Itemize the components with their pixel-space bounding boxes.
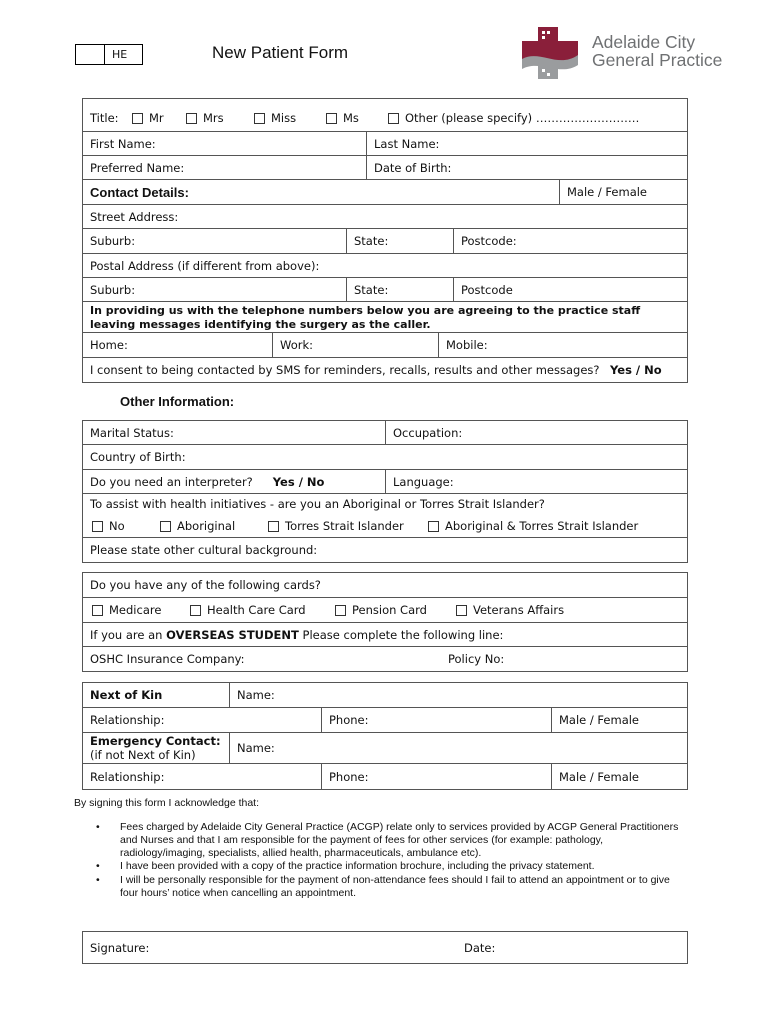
contact-details-heading: Contact Details: [90, 184, 189, 200]
interpreter-row [83, 470, 687, 494]
atsi-option-tsi[interactable]: Torres Strait Islander [268, 516, 404, 536]
form-code: HE [112, 48, 128, 61]
language-field[interactable]: Language: [385, 470, 689, 493]
mobile-phone-field[interactable]: Mobile: [438, 333, 689, 357]
logo-line-2: General Practice [592, 50, 723, 70]
acknowledge-bullet-2: • I have been provided with a copy of the practice information brochure, including the privacy statement. [96, 860, 595, 872]
policy-number-field[interactable]: Policy No: [448, 652, 505, 666]
title-option-mrs[interactable]: Mrs [186, 99, 224, 131]
suburb-field[interactable]: Suburb: [90, 234, 136, 248]
street-address-field[interactable]: Street Address: [90, 209, 179, 224]
checkbox-icon [92, 605, 103, 616]
kin-name-field[interactable]: Name: [229, 683, 689, 707]
date-field[interactable]: Date: [464, 940, 496, 955]
acknowledge-bullet-1: • Fees charged by Adelaide City General Practice (ACGP) relate only to services provided by ACGP General Practitioners and Nurses and that I am responsible for the payment of fees for other services (for example: pathology, radiology/imaging, specialists, allied health, pharmaceuticals, ambulance etc). [96, 821, 679, 859]
title-option-mr[interactable]: Mr [132, 99, 164, 131]
title-option-ms[interactable]: Ms [326, 99, 359, 131]
title-option-other[interactable]: Other (please specify) ……………………… [388, 99, 639, 131]
kin-phone-field[interactable]: Phone: [321, 708, 551, 732]
checkbox-icon [456, 605, 467, 616]
title-label: Title: [90, 111, 119, 125]
postal-address-field[interactable]: Postal Address (if different from above): [90, 258, 320, 273]
occupation-field[interactable]: Occupation: [385, 421, 689, 444]
atsi-question: To assist with health initiatives - are you an Aboriginal or Torres Strait Islander? [90, 497, 545, 511]
atsi-option-aboriginal[interactable]: Aboriginal [160, 516, 235, 536]
atsi-option-no[interactable]: No [92, 516, 125, 536]
kin-name-row [83, 683, 687, 708]
phone-notice: In providing us with the telephone numbers below you are agreeing to the practice staff leaving messages identifying the surgery as the caller. [90, 304, 641, 331]
checkbox-icon [92, 521, 103, 532]
card-option-health-care[interactable]: Health Care Card [190, 598, 306, 622]
home-phone-field[interactable]: Home: [90, 338, 128, 352]
form-title: New Patient Form [212, 43, 349, 62]
logo-line-1: Adelaide City [592, 32, 696, 52]
dob-field[interactable]: Date of Birth: [366, 156, 689, 179]
personal-details-table [82, 98, 688, 383]
marital-status-field[interactable]: Marital Status: [90, 425, 174, 440]
marital-row [83, 421, 687, 445]
checkbox-icon [254, 113, 265, 124]
signature-field[interactable]: Signature: [90, 940, 150, 955]
street-row [83, 205, 687, 229]
overseas-student-instruction: If you are an OVERSEAS STUDENT Please complete the following line: [90, 627, 504, 642]
sms-row [83, 358, 687, 382]
emergency-phone-field[interactable]: Phone: [321, 764, 551, 789]
oshc-row [83, 647, 687, 671]
form-code-divider [104, 45, 105, 64]
bullet-icon: • [96, 821, 100, 833]
title-option-miss[interactable]: Miss [254, 99, 296, 131]
cards-question-row [83, 573, 687, 598]
postal-state-field[interactable]: State: [346, 278, 453, 301]
sms-consent-answer[interactable]: Yes / No [610, 363, 662, 377]
cards-question: Do you have any of the following cards? [90, 578, 321, 592]
cards-table [82, 572, 688, 672]
next-of-kin-table [82, 682, 688, 790]
gender-field[interactable]: Male / Female [559, 180, 689, 204]
atsi-option-both[interactable]: Aboriginal & Torres Strait Islander [428, 516, 638, 536]
emergency-name-row [83, 733, 687, 764]
bullet-icon: • [96, 874, 100, 886]
country-row [83, 445, 687, 470]
phone-row [83, 333, 687, 358]
cards-options-row [83, 598, 687, 623]
overseas-student-bold: OVERSEAS STUDENT [166, 627, 299, 642]
interpreter-answer[interactable]: Yes / No [272, 474, 325, 489]
acknowledge-bullet-3: • I will be personally responsible for the payment of non-attendance fees should I fail to attend an appointment or to give four hours’ notice when cancelling an appointment. [96, 874, 670, 899]
signature-table [82, 931, 688, 964]
checkbox-icon [268, 521, 279, 532]
checkbox-icon [388, 113, 399, 124]
postal-suburb-field[interactable]: Suburb: [90, 282, 136, 297]
kin-gender-field[interactable]: Male / Female [551, 708, 689, 732]
next-of-kin-label: Next of Kin [90, 688, 163, 702]
work-phone-field[interactable]: Work: [272, 333, 438, 357]
oshc-company-field[interactable]: OSHC Insurance Company: [90, 652, 245, 666]
checkbox-icon [428, 521, 439, 532]
preferred-name-field[interactable]: Preferred Name: [90, 160, 185, 175]
interpreter-cell [83, 470, 385, 493]
checkbox-icon [190, 605, 201, 616]
acknowledge-intro: By signing this form I acknowledge that: [74, 797, 260, 809]
checkbox-icon [326, 113, 337, 124]
other-information-heading: Other Information: [120, 394, 235, 409]
checkbox-icon [335, 605, 346, 616]
cultural-background-field[interactable]: Please state other cultural background: [90, 543, 318, 557]
form-code-box [75, 44, 143, 65]
bullet-icon: • [96, 860, 100, 872]
sms-consent-question: I consent to being contacted by SMS for reminders, recalls, results and other messages? [90, 363, 600, 377]
contact-heading-row [83, 180, 687, 205]
country-of-birth-field[interactable]: Country of Birth: [90, 450, 186, 464]
emergency-contact-label: Emergency Contact: (if not Next of Kin) [90, 734, 221, 762]
preferred-row [83, 156, 687, 180]
checkbox-icon [132, 113, 143, 124]
notice-row [83, 302, 687, 333]
suburb2-row [83, 278, 687, 302]
other-information-table [82, 420, 688, 563]
card-option-medicare[interactable]: Medicare [92, 598, 161, 622]
title-row [83, 99, 687, 132]
state-field[interactable]: State: [346, 229, 453, 253]
kin-relationship-field[interactable]: Relationship: [90, 713, 165, 727]
card-option-veterans[interactable]: Veterans Affairs [456, 598, 564, 622]
name-row [83, 132, 687, 156]
checkbox-icon [160, 521, 171, 532]
card-option-pension[interactable]: Pension Card [335, 598, 427, 622]
interpreter-question: Do you need an interpreter? [90, 474, 253, 489]
checkbox-icon [186, 113, 197, 124]
emergency-name-field[interactable]: Name: [229, 733, 689, 763]
kin-relationship-row [83, 708, 687, 733]
suburb-row [83, 229, 687, 254]
emergency-relationship-field[interactable]: Relationship: [90, 769, 165, 784]
overseas-row [83, 623, 687, 647]
emergency-relationship-row [83, 764, 687, 789]
emergency-gender-field[interactable]: Male / Female [551, 764, 689, 789]
first-name-field[interactable]: First Name: [90, 136, 156, 151]
last-name-field[interactable]: Last Name: [366, 132, 689, 155]
atsi-row [83, 494, 687, 538]
logo-text [592, 33, 722, 69]
cultural-row [83, 538, 687, 562]
postcode-field[interactable]: Postcode: [453, 229, 689, 253]
postal-row [83, 254, 687, 278]
postal-postcode-field[interactable]: Postcode [453, 278, 689, 301]
